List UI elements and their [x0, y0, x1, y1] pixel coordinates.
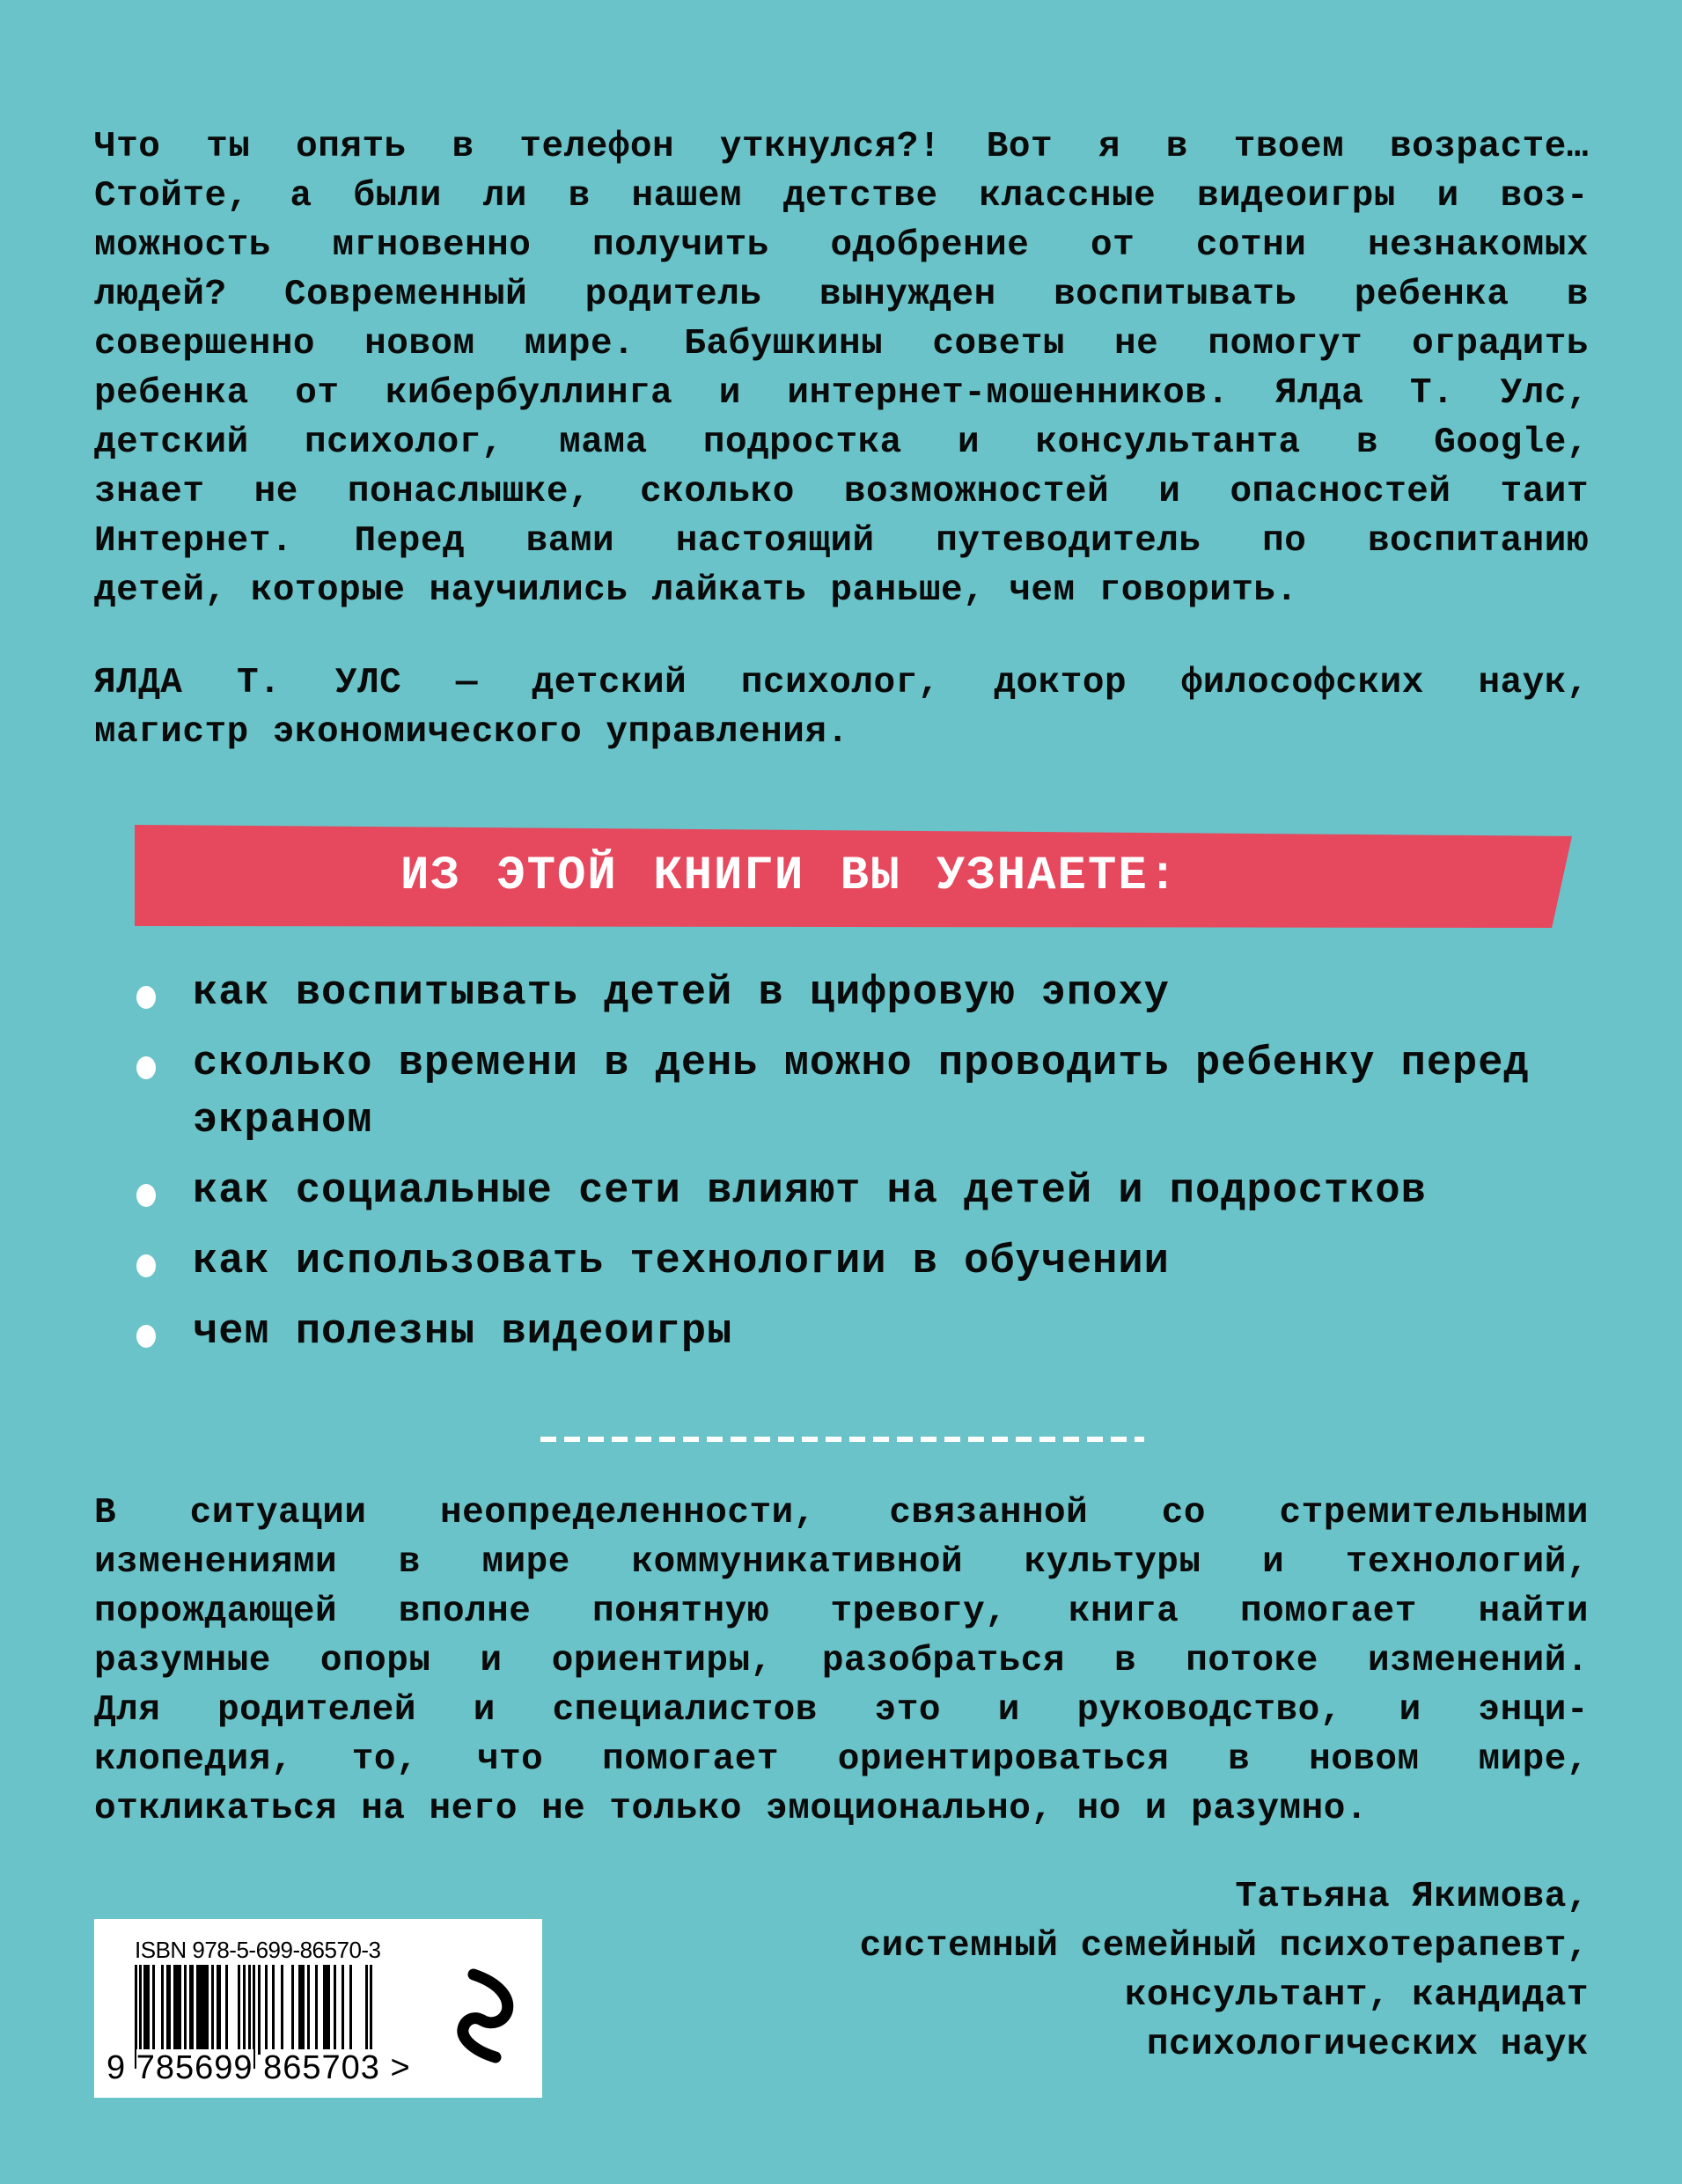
- author-bio-line: магистр экономического управления.: [94, 712, 849, 753]
- bullet-dot-icon: [136, 986, 156, 1009]
- intro-line: совершенно новом мире. Бабушкины советы не помогут оградить: [94, 324, 1589, 364]
- review-line: изменениями в мире коммуникативной культуры и технологий,: [94, 1542, 1589, 1583]
- intro-line: Стойте, а были ли в нашем детстве классные видеоигры и воз-: [94, 176, 1589, 217]
- barcode-box: [94, 1919, 542, 2098]
- intro-line: можность мгновенно получить одобрение от сотни незнакомых: [94, 225, 1589, 266]
- intro-line: Интернет. Перед вами настоящий путеводитель по воспитанию: [94, 521, 1589, 562]
- review-line: В ситуации неопределенности, связанной со стремительными: [94, 1493, 1589, 1533]
- review-line: порождающей вполне понятную тревогу, книга помогает найти: [94, 1592, 1589, 1632]
- barcode-digit-first: 9: [107, 2049, 127, 2086]
- review-line: откликаться на него не только эмоционально, но и разумно.: [94, 1789, 1368, 1829]
- signature-title: психологических наук: [1146, 2025, 1589, 2065]
- barcode-digit-group: 785699: [136, 2049, 253, 2086]
- intro-line: Что ты опять в телефон уткнулся?! Вот я в твоем возрасте…: [94, 127, 1589, 167]
- bullet-dot-icon: [136, 1056, 156, 1079]
- review-line: разумные опоры и ориентиры, разобраться в потоке изменений.: [94, 1641, 1589, 1681]
- bullet-dot-icon: [136, 1184, 156, 1207]
- barcode-end-mark: >: [390, 2049, 411, 2086]
- review-signature: [860, 1872, 1589, 2070]
- banner-title: ИЗ ЭТОЙ КНИГИ ВЫ УЗНАЕТЕ:: [400, 849, 1179, 903]
- intro-line: знает не понаслышке, сколько возможностей и опасностей таит: [94, 472, 1589, 512]
- bullet-dot-icon: [136, 1254, 156, 1277]
- list-item-label: как воспитывать детей в цифровую эпоху: [193, 970, 1170, 1017]
- review-paragraph: [94, 1489, 1589, 1834]
- barcode-digit-group: 865703: [263, 2049, 380, 2086]
- signature-title: консультант, кандидат: [1124, 1975, 1589, 2016]
- intro-line: людей? Современный родитель вынужден воспитывать ребенка в: [94, 275, 1589, 315]
- dashed-divider: [540, 1437, 1144, 1442]
- author-bio-line: ЯЛДА Т. УЛС — детский психолог, доктор философских наук,: [94, 663, 1589, 703]
- intro-paragraph: [94, 122, 1589, 615]
- review-line: Для родителей и специалистов это и руководство, и энци-: [94, 1690, 1589, 1731]
- list-item-label: как использовать технологии в обучении: [193, 1239, 1170, 1285]
- list-item-label: как социальные сети влияют на детей и подростков: [193, 1168, 1427, 1215]
- list-item-label: чем полезны видеоигры: [193, 1309, 733, 1356]
- barcode-digits: [107, 2049, 411, 2087]
- author-bio: [94, 658, 1589, 757]
- list-item-label: сколько времени в день можно проводить ребенку перед экраном: [193, 1041, 1530, 1144]
- signature-title: системный семейный психотерапевт,: [859, 1926, 1589, 1967]
- publisher-swirl-logo-icon: [456, 1967, 518, 2064]
- intro-line: детей, которые научились лайкать раньше, чем говорить.: [94, 570, 1298, 611]
- isbn-label: ISBN 978-5-699-86570-3: [135, 1937, 381, 1963]
- signature-name: Татьяна Якимова,: [1235, 1877, 1589, 1917]
- review-line: клопедия, то, что помогает ориентироваться в новом мире,: [94, 1739, 1589, 1780]
- bullet-dot-icon: [136, 1325, 156, 1348]
- intro-line: ребенка от кибербуллинга и интернет-мошенников. Ялда Т. Улс,: [94, 373, 1589, 414]
- intro-line: детский психолог, мама подростка и консультанта в Google,: [94, 423, 1589, 463]
